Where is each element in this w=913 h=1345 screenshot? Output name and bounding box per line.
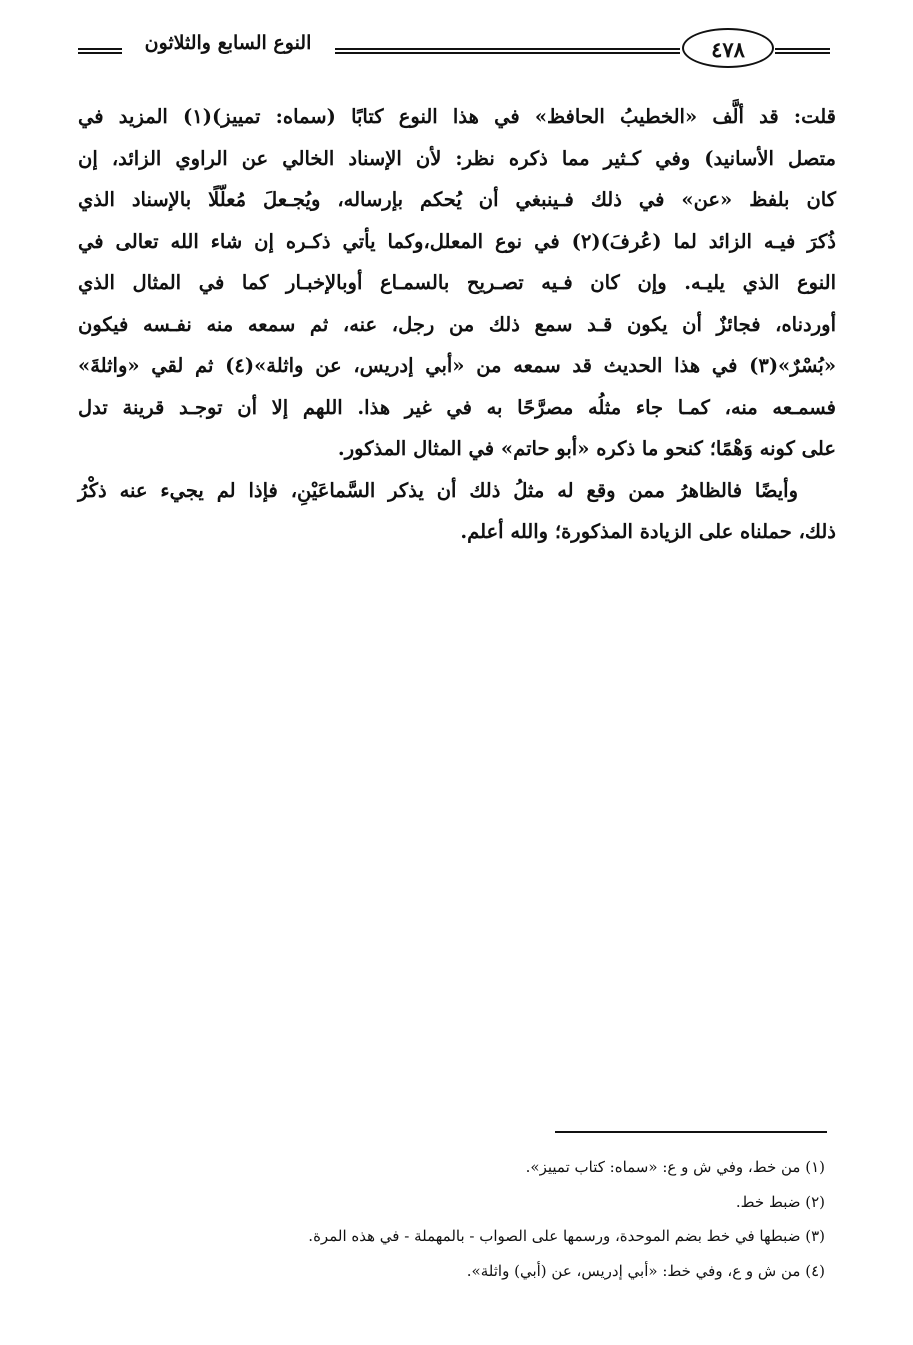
header-rule-right (775, 48, 830, 54)
text-line: ذلك، حملناه على الزيادة المذكورة؛ والله أعلم. (460, 520, 836, 543)
text-line: فسمـعه منه، كمـا جاء مثلُه مصرَّحًا به في غير هذا. اللهم إلا أن توجـد قرينة تدل (78, 395, 836, 419)
footnote-separator (555, 1131, 827, 1133)
text-line: «بُسْرٌ»(٣) في هذا الحديث قد سمعه من «أبي إدريس، عن واثلة»(٤) ثم لقي «واثلةَ» (78, 354, 837, 377)
footnote: (٣) ضبطها في خط بضم الموحدة، ورسمها على الصواب - بالمهملة - في هذه المرة. (308, 1227, 825, 1245)
footnotes (80, 1150, 825, 1288)
header-rule-left (78, 48, 122, 54)
running-title: النوع السابع والثلاثون (144, 32, 312, 54)
text-line: أوردناه، فجائزٌ أن يكون قـد سمع ذلك من رجل، عنه، ثم سمعه منه نفـسه فيكون (78, 312, 836, 336)
text-line: كان بلفظ «عن» في ذلك فـينبغي أن يُحكم بإرساله، ويُجـعلَ مُعلّلًا بالإسناد الذي (78, 188, 836, 211)
text-line: ذُكرَ فيـه الزائد لما (عُرفَ)(٢) في نوع المعلل،وكما يأتي ذكـره إن شاء الله تعالى في (78, 229, 836, 253)
text-line: وأيضًا فالظاهرُ ممن وقع له مثلُ ذلك أن يذكر السَّماعَيْنِ، فإذا لم يجيء عنه ذكْرُ (78, 478, 798, 502)
page-number: ٤٧٨ (682, 28, 774, 68)
footnote: (١) من خط، وفي ش و ع: «سماه: كتاب تمييز». (525, 1158, 825, 1176)
text-line: النوع الذي يليـه. وإن كان فـيه تصـريح بالسمـاع أوبالإخبـار كما في المثال الذي (78, 271, 836, 294)
text-line: على كونه وَهْمًا؛ كنحو ما ذكره «أبو حاتم» في المثال المذكور. (337, 437, 836, 460)
footnote: (٤) من ش و ع، وفي خط: «أبي إدريس، عن (أبي) واثلة». (466, 1261, 825, 1280)
text-line: قلت: قد ألَّف «الخطيبُ الحافظ» في هذا النوع كتابًا (سماه: تمييز)(١) المزيد في (78, 105, 836, 128)
page-header (70, 28, 830, 74)
text-line: متصل الأسانيد) وفي كـثير مما ذكره نظر: لأن الإسناد الخالي عن الراوي الزائد، إن (78, 146, 836, 170)
main-text (78, 96, 836, 553)
footnote: (٢) ضبط خط. (735, 1192, 825, 1211)
header-rule-middle (335, 48, 680, 54)
